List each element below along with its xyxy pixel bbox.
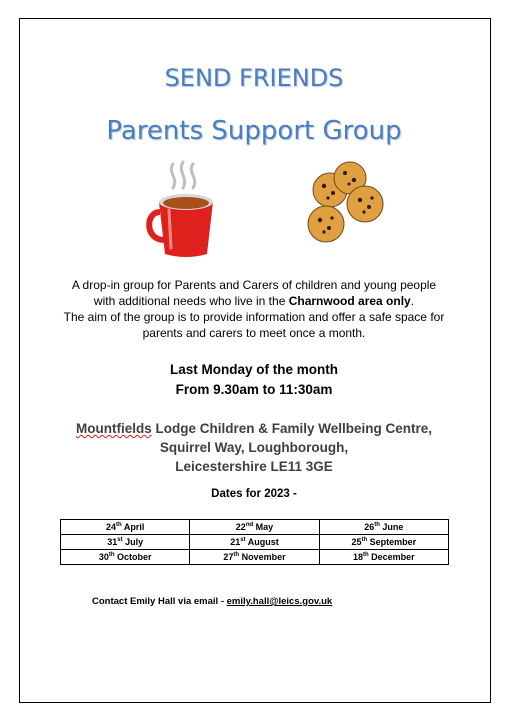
dates-heading: Dates for 2023 - [211,488,297,500]
dates-table [60,519,449,565]
date-cell: 24th April [61,520,190,535]
tea-mug-icon [143,160,219,260]
date-cell: 26th June [319,520,448,535]
intro-text [36,277,472,341]
date-cell: 21st August [190,535,319,550]
venue-name-rest: Lodge Children & Family Wellbeing Centre, [151,421,433,436]
contact-text: Contact Emily Hall via email - [92,596,227,607]
intro-line: The aim of the group is to provide information and offer a safe space for [63,310,445,324]
venue-name-misspelled: Mountfields [75,421,152,436]
schedule [0,360,508,400]
cookies-icon [302,160,386,246]
email-link[interactable]: emily.hall@leics.gov.uk [226,596,333,607]
venue-address [0,419,508,476]
table-row [61,520,449,535]
intro-line-text: with additional needs who live in the [93,294,289,308]
area-highlight: Charnwood area only [288,294,411,308]
table-row [61,550,449,565]
schedule-time: From 9.30am to 11:30am [175,382,333,397]
date-cell: 31st July [61,535,190,550]
date-cell: 18th December [319,550,448,565]
intro-line: parents and carers to meet once a month. [142,326,366,340]
venue-line: Leicestershire LE11 3GE [175,459,333,474]
schedule-day: Last Monday of the month [170,362,338,377]
table-row [61,535,449,550]
page-title: SEND FRIENDS [164,64,344,92]
venue-line: Squirrel Way, Loughborough, [159,440,349,455]
intro-line: A drop-in group for Parents and Carers of children and young people [71,278,437,292]
venue-line [0,419,508,438]
intro-line [36,293,472,309]
date-cell: 22nd May [190,520,319,535]
contact-line [92,596,332,607]
date-cell: 25th September [319,535,448,550]
date-cell: 27th November [190,550,319,565]
page-subtitle: Parents Support Group [106,116,402,146]
intro-line-text: . [410,294,415,308]
date-cell: 30th October [61,550,190,565]
